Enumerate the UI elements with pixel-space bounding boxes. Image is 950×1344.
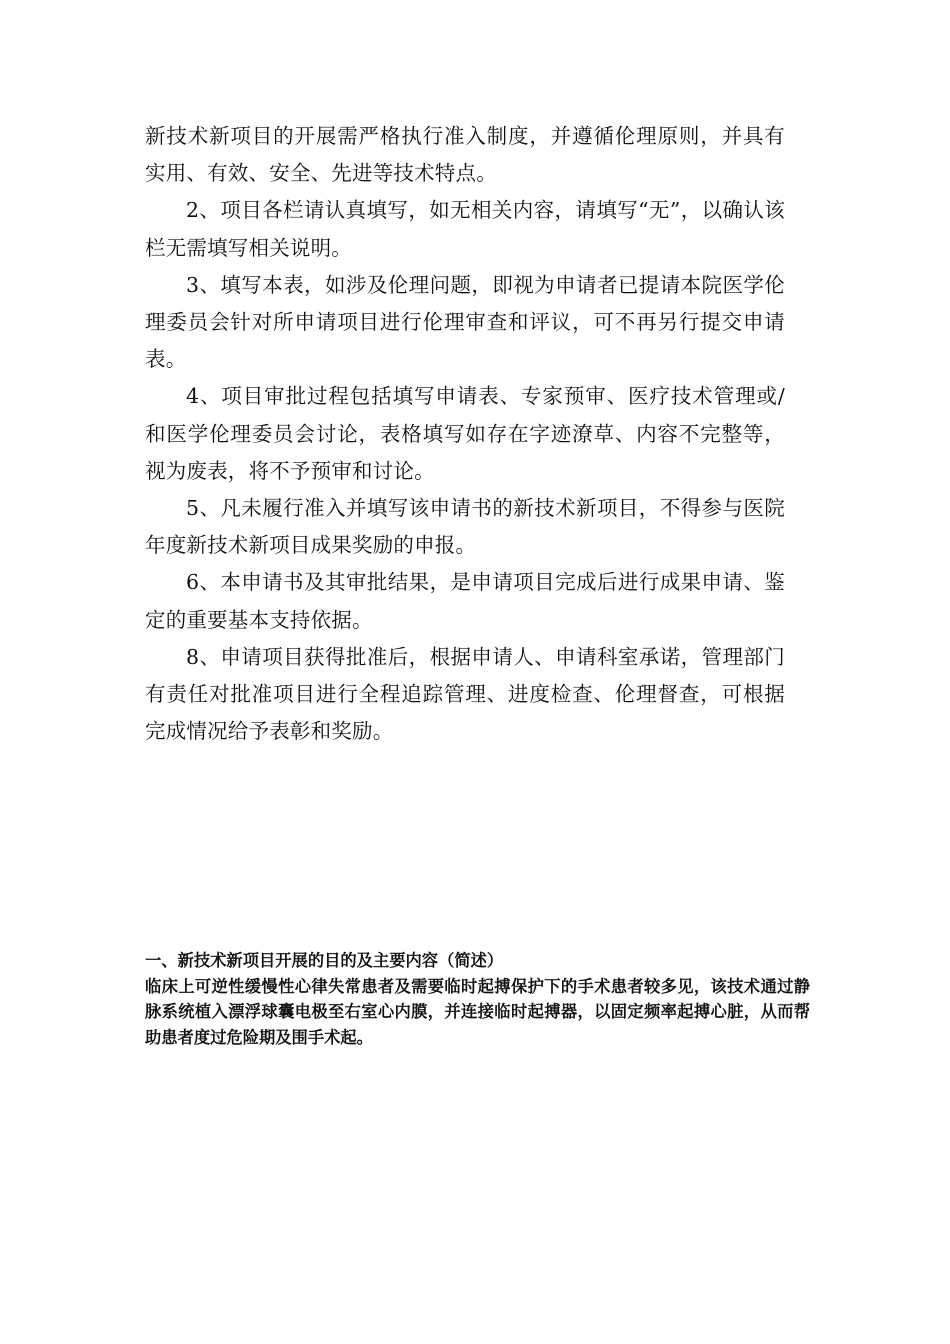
application-notes xyxy=(145,118,785,750)
note-item-3: 3、填写本表，如涉及伦理问题，即视为申请者已提请本院医学伦理委员会针对所申请项目进行伦理审查和评议，可不再另行提交申请表。 xyxy=(145,272,785,372)
note-paragraph-continued: 新技术新项目的开展需严格执行准入制度，并遵循伦理原则，并具有实用、有效、安全、先进等技术特点。 xyxy=(145,124,785,186)
note-item-2: 2、项目各栏请认真填写，如无相关内容，请填写“无”，以确认该栏无需填写相关说明。 xyxy=(145,198,785,260)
note-item-6: 6、本申请书及其审批结果，是申请项目完成后进行成果申请、鉴定的重要基本支持依据。 xyxy=(145,570,785,632)
note-item-5: 5、凡未履行准入并填写该申请书的新技术新项目，不得参与医院年度新技术新项目成果奖励的申报。 xyxy=(145,496,785,558)
note-item-8: 8、申请项目获得批准后，根据申请人、申请科室承诺，管理部门有责任对批准项目进行全程追踪管理、进度检查、伦理督查，可根据完成情况给予表彰和奖励。 xyxy=(145,644,785,744)
note-item-4: 4、项目审批过程包括填写申请表、专家预审、医疗技术管理或/和医学伦理委员会讨论，表格填写如存在字迹潦草、内容不完整等，视为废表，将不予预审和讨论。 xyxy=(145,384,785,483)
section-purpose-content xyxy=(145,948,810,1050)
section-body: 临床上可逆性缓慢性心律失常患者及需要临时起搏保护下的手术患者较多见，该技术通过静脉系统植入漂浮球囊电极至右室心内膜，并连接临时起搏器，以固定频率起搏心脏，从而帮助患者度过危险期及围手术起。 xyxy=(145,976,810,1047)
section-heading: 一、新技术新项目开展的目的及主要内容（简述） xyxy=(145,951,504,970)
